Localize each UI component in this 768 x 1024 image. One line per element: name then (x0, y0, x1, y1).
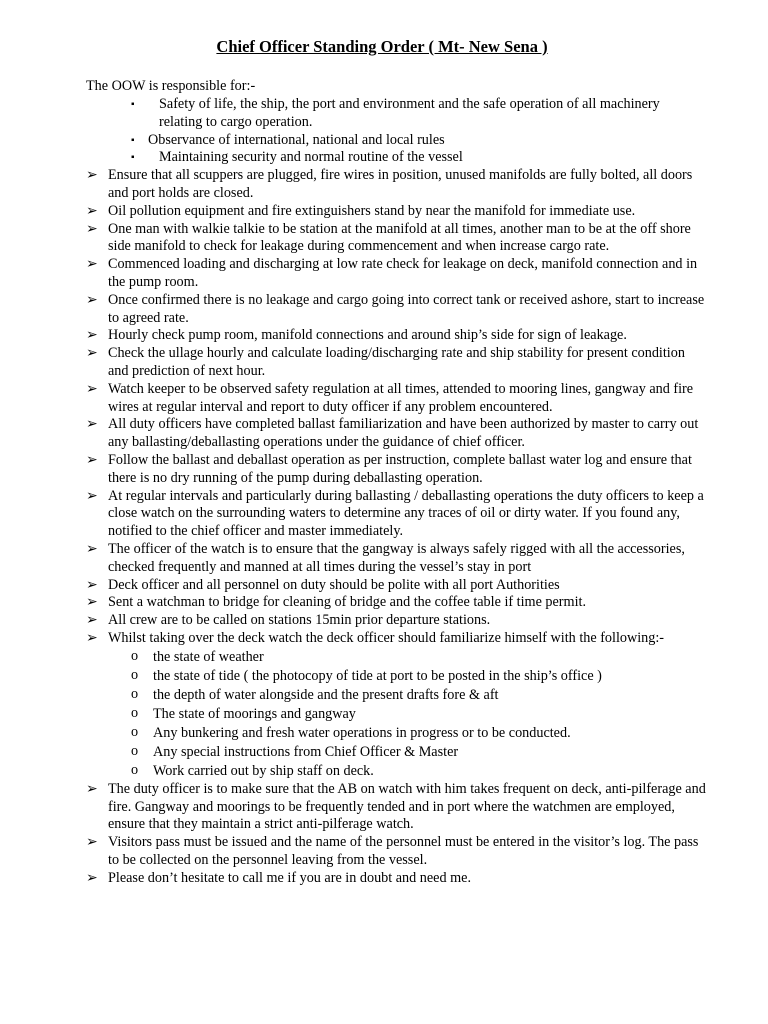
order-item (86, 612, 706, 630)
arrow-bullet-icon: ➢ (86, 451, 98, 468)
order-item (86, 221, 706, 257)
order-text: Deck officer and all personnel on duty should be polite with all port Authorities (108, 576, 560, 593)
arrow-bullet-icon: ➢ (86, 291, 98, 308)
handover-item (86, 667, 706, 686)
arrow-bullet-icon: ➢ (86, 629, 98, 646)
order-text: The officer of the watch is to ensure that the gangway is always safely rigged with all the accessories, checked frequently and manned at all times during the vessel’s stay in port (108, 540, 685, 575)
arrow-bullet-icon: ➢ (86, 834, 98, 851)
order-item (86, 452, 706, 488)
order-text: Once confirmed there is no leakage and cargo going into correct tank or received ashore, start to increase to agreed rate. (108, 291, 705, 326)
arrow-bullet-icon: ➢ (86, 220, 98, 237)
handover-text: the depth of water alongside and the present drafts fore & aft (153, 686, 499, 703)
order-text: Ensure that all scuppers are plugged, fire wires in position, unused manifolds are fully bolted, all doors and port holds are closed. (108, 167, 693, 201)
responsibility-item (86, 132, 706, 150)
circle-bullet-icon: o (131, 647, 139, 664)
order-text: The duty officer is to make sure that the AB on watch with him takes frequent on deck, anti-pilferage and fire. Gangway and moorings to be frequently tended and in port where the watchmen are employed, ensure that they maintain a strict anti-pilferage watch. (108, 780, 706, 833)
handover-text: The state of moorings and gangway (153, 705, 356, 722)
responsibility-text: Safety of life, the ship, the port and environment and the safe operation of all machinery relating to cargo operation. (159, 96, 660, 130)
order-item (86, 870, 706, 888)
handover-item (86, 705, 706, 724)
arrow-bullet-icon: ➢ (86, 327, 98, 344)
handover-item (86, 724, 706, 743)
responsibility-text: Maintaining security and normal routine of the vessel (159, 149, 463, 166)
order-text: Follow the ballast and deballast operation as per instruction, complete ballast water log and ensure that there is no dry running of the pump during deballasting operation. (108, 451, 692, 486)
arrow-bullet-icon: ➢ (86, 202, 98, 219)
handover-text: Any special instructions from Chief Officer & Master (153, 743, 459, 760)
arrow-bullet-icon: ➢ (86, 345, 98, 362)
order-text: Oil pollution equipment and fire extinguishers stand by near the manifold for immediate use. (108, 202, 636, 219)
order-text: One man with walkie talkie to be station at the manifold at all times, another man to be at the off shore side manifold to check for leakage during commencement and when increase cargo rate. (108, 220, 691, 255)
order-item (86, 834, 706, 870)
order-item (86, 256, 706, 292)
handover-item (86, 762, 706, 781)
arrow-bullet-icon: ➢ (86, 487, 98, 504)
handover-text: the state of tide ( the photocopy of tide at port to be posted in the ship’s office ) (153, 667, 602, 684)
document-title: Chief Officer Standing Order ( Mt- New Sena ) (216, 37, 548, 56)
order-text: Watch keeper to be observed safety regulation at all times, attended to mooring lines, gangway and fire wires at regular interval and report to duty officer if any problem encountered. (108, 380, 694, 415)
order-item (86, 541, 706, 577)
arrow-bullet-icon: ➢ (86, 256, 98, 273)
handover-text: the state of weather (153, 648, 264, 665)
order-item (86, 327, 706, 345)
order-text: All crew are to be called on stations 15min prior departure stations. (108, 612, 491, 629)
order-item (86, 381, 706, 417)
order-item (86, 781, 706, 834)
order-text: Hourly check pump room, manifold connections and around ship’s side for sign of leakage. (108, 327, 627, 344)
handover-text: Work carried out by ship staff on deck. (153, 762, 374, 779)
arrow-bullet-icon: ➢ (86, 416, 98, 433)
order-item (86, 577, 706, 595)
order-item (86, 630, 706, 648)
handover-item (86, 743, 706, 762)
square-bullet-icon: ▪ (131, 134, 135, 146)
arrow-bullet-icon: ➢ (86, 594, 98, 611)
circle-bullet-icon: o (131, 704, 139, 721)
order-text: Check the ullage hourly and calculate loading/discharging rate and ship stability for present condition and prediction of next hour. (108, 345, 685, 379)
order-item (86, 416, 706, 452)
circle-bullet-icon: o (131, 742, 139, 759)
order-text: Whilst taking over the deck watch the deck officer should familiarize himself with the following:- (108, 629, 665, 646)
order-item (86, 345, 706, 381)
arrow-bullet-icon: ➢ (86, 612, 98, 629)
order-text: All duty officers have completed ballast familiarization and have been authorized by master to carry out any ballasting/deballasting operations under the guidance of chief officer. (108, 416, 699, 451)
handover-item (86, 686, 706, 705)
intro-text: The OOW is responsible for:- (86, 78, 256, 94)
responsibility-text: Observance of international, national and local rules (148, 131, 445, 148)
circle-bullet-icon: o (131, 666, 139, 683)
order-item (86, 488, 706, 541)
order-item (86, 203, 706, 221)
responsibility-item (86, 149, 706, 167)
order-text: Commenced loading and discharging at low rate check for leakage on deck, manifold connection and in the pump room. (108, 256, 698, 290)
order-list (86, 96, 706, 887)
order-item (86, 594, 706, 612)
square-bullet-icon: ▪ (131, 99, 135, 110)
arrow-bullet-icon: ➢ (86, 167, 98, 184)
arrow-bullet-icon: ➢ (86, 540, 98, 557)
handover-text: Any bunkering and fresh water operations in progress or to be conducted. (153, 724, 571, 741)
arrow-bullet-icon: ➢ (86, 869, 98, 886)
order-item (86, 292, 706, 328)
arrow-bullet-icon: ➢ (86, 780, 98, 797)
order-text: At regular intervals and particularly during ballasting / deballasting operations the duty officers to keep a close watch on the surrounding waters to determine any traces of oil or dirty water. If you found any, notified to the chief officer and master immediately. (108, 487, 704, 540)
circle-bullet-icon: o (131, 723, 139, 740)
order-item (86, 167, 706, 203)
circle-bullet-icon: o (131, 761, 139, 778)
order-text: Sent a watchman to bridge for cleaning of bridge and the coffee table if time permit. (108, 594, 586, 611)
handover-item (86, 648, 706, 667)
square-bullet-icon: ▪ (131, 152, 135, 164)
circle-bullet-icon: o (131, 685, 139, 702)
arrow-bullet-icon: ➢ (86, 576, 98, 593)
order-text: Please don’t hesitate to call me if you are in doubt and need me. (108, 869, 471, 886)
order-text: Visitors pass must be issued and the name of the personnel must be entered in the visitor’s log. The pass to be collected on the personnel leaving from the vessel. (108, 834, 699, 868)
responsibility-item (86, 96, 706, 132)
arrow-bullet-icon: ➢ (86, 380, 98, 397)
